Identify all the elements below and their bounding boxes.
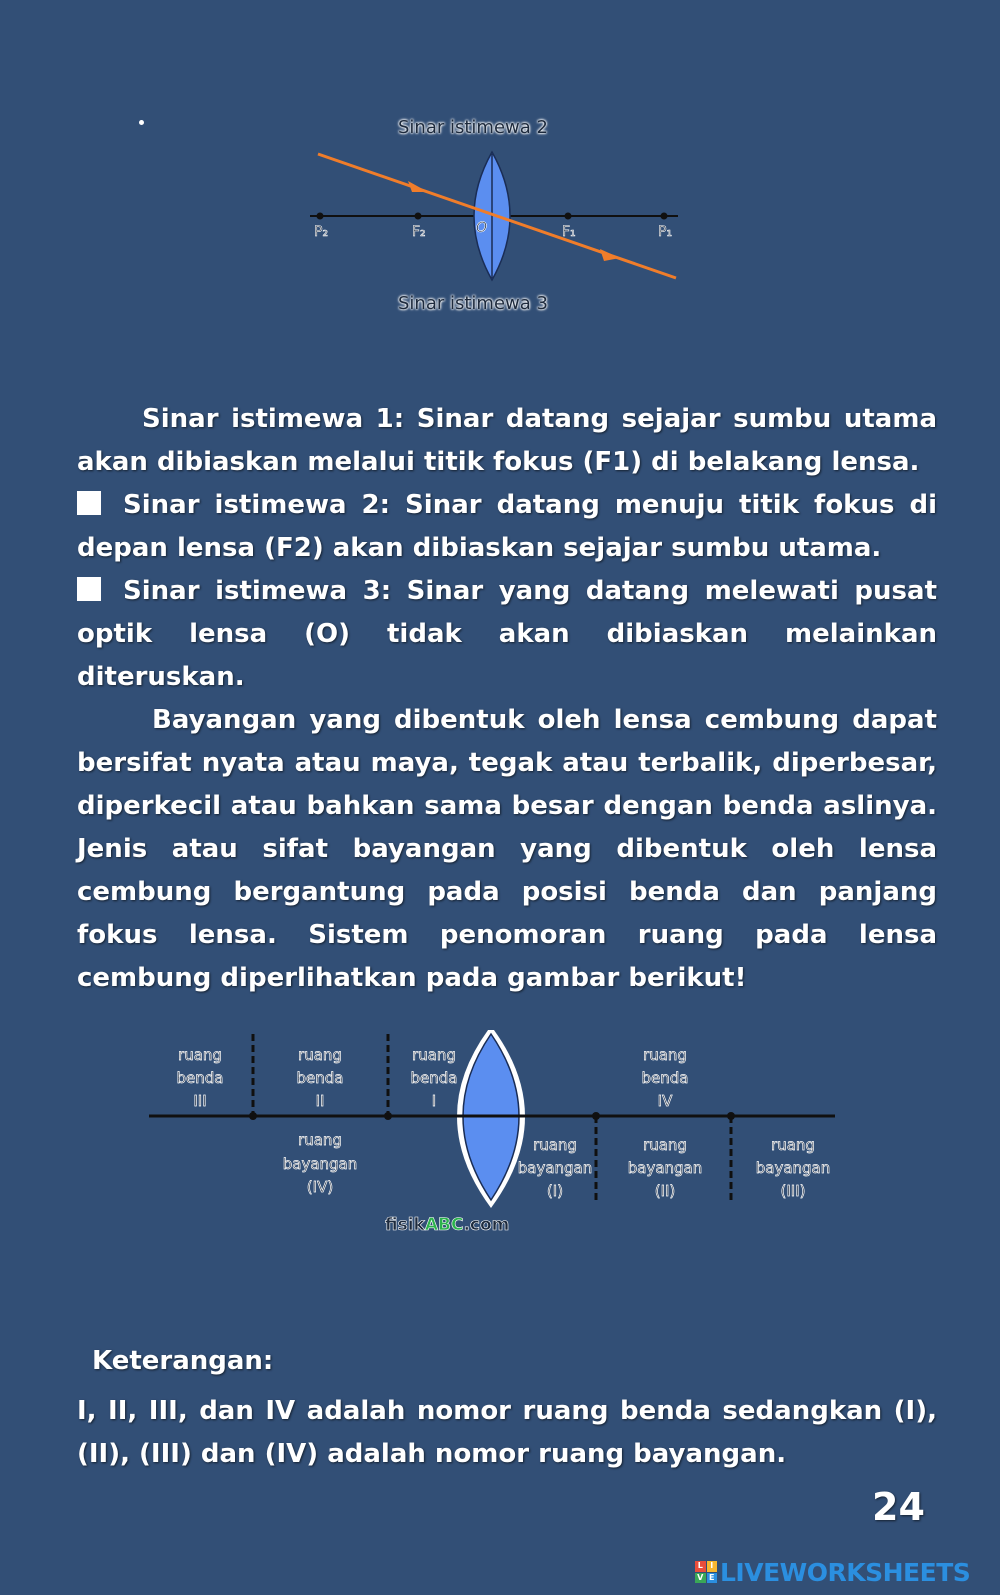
- point-f1-label: F₁: [562, 224, 576, 240]
- point-p2-label: P₂: [314, 224, 329, 240]
- liveworksheets-icon: [695, 1561, 717, 1583]
- benda-iv-line2: benda: [641, 1069, 689, 1087]
- special-ray-diagram: [300, 112, 700, 322]
- benda-i-line3: I: [431, 1092, 437, 1110]
- point-p1-label: P₁: [658, 224, 673, 240]
- benda-iii-line1: ruang: [178, 1046, 222, 1064]
- bayangan-i-line2: bayangan: [517, 1159, 593, 1177]
- paragraph-bayangan: Bayangan yang dibentuk oleh lensa cembung dapat bersifat nyata atau maya, tegak atau terbalik, diperbesar, diperkecil atau bahkan sama besar dengan benda aslinya. Jenis atau sifat bayangan yang dibentuk oleh lensa cembung bergantung pada posisi benda dan panjang fokus lensa. Sistem penomoran ruang pada lensa cembung diperlihatkan pada gambar berikut!: [77, 705, 937, 993]
- point-p1-marker: [661, 213, 668, 220]
- logo-letter-l: L: [695, 1561, 706, 1572]
- benda-i-line1: ruang: [412, 1046, 456, 1064]
- bayangan-ii-line2: bayangan: [627, 1159, 703, 1177]
- explanation-text: [77, 398, 937, 1000]
- point-f1-marker: [565, 213, 572, 220]
- square-bullet: [77, 491, 101, 515]
- point-o-label: O: [476, 220, 488, 236]
- benda-iv-line3: IV: [657, 1092, 673, 1110]
- watermark-part-3: .com: [463, 1215, 510, 1235]
- bullet-dot: [139, 120, 144, 125]
- bayangan-iii-line1: ruang: [771, 1136, 815, 1154]
- benda-iii-line2: benda: [176, 1069, 224, 1087]
- ray-arrow-1: [408, 181, 428, 192]
- liveworksheets-logo: [695, 1555, 970, 1589]
- liveworksheets-text: LIVEWORKSHEETS: [720, 1557, 971, 1587]
- bayangan-iii-line3: (III): [780, 1182, 806, 1200]
- bayangan-ii-line1: ruang: [643, 1136, 687, 1154]
- square-bullet: [77, 577, 101, 601]
- benda-ii-line1: ruang: [298, 1046, 342, 1064]
- point-f2-label: F₂: [412, 224, 426, 240]
- label-sinar-istimewa-2: Sinar istimewa 2: [398, 117, 548, 138]
- page-number: 24: [872, 1485, 925, 1529]
- bayangan-ii-line3: (II): [654, 1182, 676, 1200]
- watermark-part-1: fisik: [385, 1215, 425, 1235]
- bayangan-i-line1: ruang: [533, 1136, 577, 1154]
- bayangan-iv-line3: (IV): [306, 1178, 334, 1196]
- point-p2-marker: [317, 213, 324, 220]
- point-2f-right: [727, 1112, 735, 1120]
- point-f2-marker: [415, 213, 422, 220]
- bayangan-iv-line1: ruang: [298, 1131, 342, 1149]
- paragraph-ray-3-text: Sinar istimewa 3: Sinar yang datang melewati pusat optik lensa (O) tidak akan dibiaskan melainkan diteruskan.: [77, 576, 937, 692]
- watermark: [385, 1215, 509, 1235]
- room-numbering-diagram: [145, 1030, 855, 1245]
- paragraph-ray-2: [77, 484, 937, 570]
- benda-i-line2: benda: [410, 1069, 458, 1087]
- point-f-left: [384, 1112, 392, 1120]
- watermark-part-2: ABC: [424, 1215, 464, 1235]
- keterangan-body: I, II, III, dan IV adalah nomor ruang benda sedangkan (I), (II), (III) dan (IV) adalah nomor ruang bayangan.: [77, 1396, 937, 1469]
- logo-letter-e: E: [707, 1573, 718, 1584]
- paragraph-ray-1: Sinar istimewa 1: Sinar datang sejajar sumbu utama akan dibiaskan melalui titik fokus (F1) di belakang lensa.: [77, 404, 937, 477]
- benda-ii-line3: II: [315, 1092, 325, 1110]
- bayangan-iii-line2: bayangan: [755, 1159, 831, 1177]
- paragraph-ray-2-text: Sinar istimewa 2: Sinar datang menuju titik fokus di depan lensa (F2) akan dibiaskan sejajar sumbu utama.: [77, 490, 937, 563]
- benda-ii-line2: benda: [296, 1069, 344, 1087]
- benda-iii-line3: III: [193, 1092, 207, 1110]
- bayangan-i-line3: (I): [546, 1182, 564, 1200]
- logo-letter-v: V: [695, 1573, 706, 1584]
- logo-letter-i: I: [707, 1561, 718, 1572]
- keterangan-title: Keterangan:: [92, 1346, 274, 1376]
- ray-arrow-2: [600, 249, 620, 261]
- point-2f-left: [249, 1112, 257, 1120]
- benda-iv-line1: ruang: [643, 1046, 687, 1064]
- bayangan-iv-line2: bayangan: [282, 1155, 358, 1173]
- point-f-right: [592, 1112, 600, 1120]
- paragraph-ray-3: [77, 570, 937, 699]
- label-sinar-istimewa-3: Sinar istimewa 3: [398, 293, 548, 314]
